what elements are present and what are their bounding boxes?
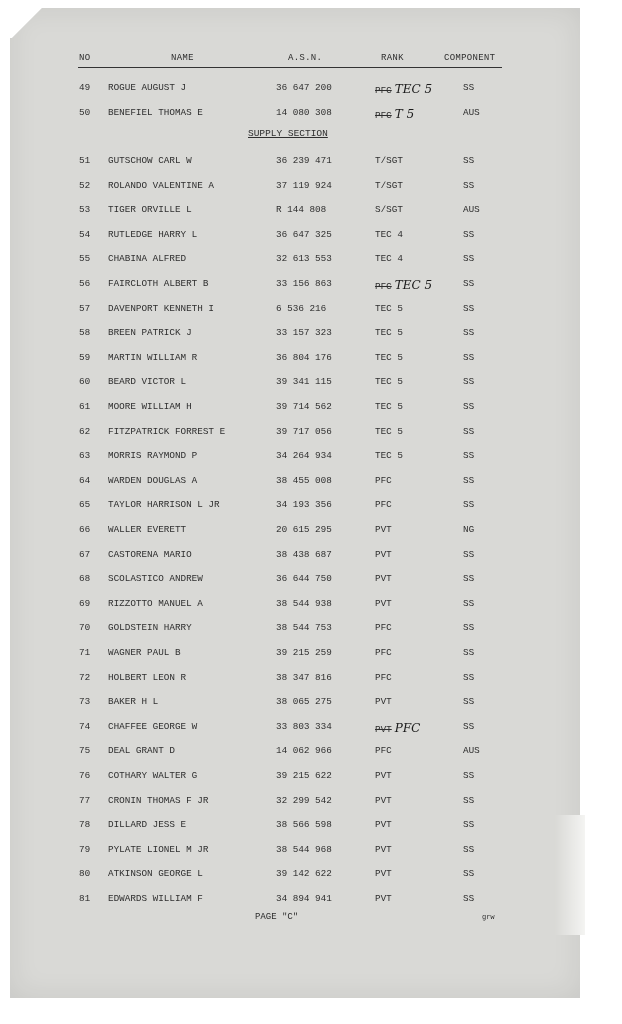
row-name: WARDEN DOUGLAS A bbox=[108, 474, 198, 486]
row-rank: PFC bbox=[375, 281, 392, 292]
roster-row bbox=[0, 107, 600, 123]
row-component: SS bbox=[463, 819, 475, 831]
row-number: 52 bbox=[79, 179, 91, 191]
row-number: 79 bbox=[79, 843, 91, 855]
row-asn: 38 438 687 bbox=[276, 548, 332, 560]
row-asn: 32 299 542 bbox=[276, 794, 332, 806]
row-number: 53 bbox=[79, 204, 91, 216]
roster-row bbox=[0, 573, 600, 589]
roster-row bbox=[0, 549, 600, 565]
row-rank: PVT bbox=[375, 696, 392, 708]
row-rank: TEC 5 bbox=[375, 401, 403, 412]
row-component: SS bbox=[463, 351, 475, 363]
row-name: EDWARDS WILLIAM F bbox=[108, 893, 203, 904]
row-name: RIZZOTTO MANUEL A bbox=[108, 597, 203, 609]
row-component: SS bbox=[463, 573, 475, 585]
row-rank: PFC bbox=[375, 671, 392, 683]
row-asn: 14 080 308 bbox=[276, 106, 332, 118]
row-number: 59 bbox=[79, 351, 91, 363]
row-asn: 39 215 622 bbox=[276, 770, 332, 781]
row-number: 63 bbox=[79, 450, 91, 462]
row-rank: TEC 4 bbox=[375, 228, 403, 240]
row-name: DILLARD JESS E bbox=[108, 819, 187, 831]
row-rank: PVT bbox=[375, 573, 392, 585]
row-component: SS bbox=[463, 597, 475, 609]
row-component: SS bbox=[463, 696, 475, 708]
row-component: SS bbox=[463, 770, 475, 781]
roster-row bbox=[0, 844, 600, 860]
row-number: 62 bbox=[79, 425, 91, 437]
row-name: FAIRCLOTH ALBERT B bbox=[108, 278, 209, 289]
row-name: WALLER EVERETT bbox=[108, 524, 187, 535]
row-name: BEARD VICTOR L bbox=[108, 376, 187, 388]
row-asn: 36 647 325 bbox=[276, 228, 332, 240]
row-component: SS bbox=[463, 843, 475, 855]
roster-row bbox=[0, 278, 600, 294]
row-handwritten-rank: TEC 5 bbox=[394, 278, 433, 292]
folded-corner bbox=[10, 8, 50, 38]
row-asn: 14 062 966 bbox=[276, 745, 332, 757]
row-rank: TEC 4 bbox=[375, 253, 403, 265]
row-component: SS bbox=[463, 401, 475, 412]
header-name: NAME bbox=[171, 53, 194, 63]
header-no: NO bbox=[79, 53, 91, 63]
row-name: MOORE WILLIAM H bbox=[108, 401, 192, 412]
row-name: CASTORENA MARIO bbox=[108, 548, 192, 560]
roster-row bbox=[0, 401, 600, 417]
roster-row bbox=[0, 868, 600, 884]
row-rank: TEC 5 bbox=[375, 302, 403, 314]
row-number: 51 bbox=[79, 155, 91, 166]
row-component: SS bbox=[463, 720, 475, 732]
row-rank-cell bbox=[375, 82, 432, 96]
row-asn: 39 215 259 bbox=[276, 647, 332, 658]
row-number: 50 bbox=[79, 106, 91, 118]
row-rank: PVT bbox=[375, 723, 392, 735]
row-asn: 36 644 750 bbox=[276, 573, 332, 585]
row-number: 55 bbox=[79, 253, 91, 265]
row-rank: T/SGT bbox=[375, 179, 403, 191]
row-component: SS bbox=[463, 450, 475, 462]
row-component: SS bbox=[463, 647, 475, 658]
row-component: SS bbox=[463, 868, 475, 880]
row-name: WAGNER PAUL B bbox=[108, 647, 181, 658]
row-number: 57 bbox=[79, 302, 91, 314]
row-asn: R 144 808 bbox=[276, 204, 327, 216]
row-name: CHAFFEE GEORGE W bbox=[108, 720, 198, 732]
row-asn: 39 142 622 bbox=[276, 868, 332, 880]
row-rank: TEC 5 bbox=[375, 450, 403, 462]
roster-row bbox=[0, 721, 600, 737]
row-asn: 32 613 553 bbox=[276, 253, 332, 265]
row-component: SS bbox=[463, 327, 475, 339]
row-rank-cell bbox=[375, 278, 432, 292]
row-number: 49 bbox=[79, 82, 91, 93]
row-number: 78 bbox=[79, 819, 91, 831]
row-rank: PVT bbox=[375, 868, 392, 880]
row-number: 71 bbox=[79, 647, 91, 658]
roster-row bbox=[0, 82, 600, 98]
roster-row bbox=[0, 622, 600, 638]
row-component: AUS bbox=[463, 204, 480, 216]
row-component: SS bbox=[463, 548, 475, 560]
section-title: SUPPLY SECTION bbox=[248, 128, 328, 139]
row-rank: PFC bbox=[375, 647, 392, 658]
row-name: BAKER H L bbox=[108, 696, 159, 708]
row-rank: T/SGT bbox=[375, 155, 403, 166]
row-component: SS bbox=[463, 671, 475, 683]
roster-row bbox=[0, 745, 600, 761]
row-rank: PVT bbox=[375, 819, 392, 831]
row-name: ROLANDO VALENTINE A bbox=[108, 179, 215, 191]
row-component: SS bbox=[463, 474, 475, 486]
row-name: ATKINSON GEORGE L bbox=[108, 868, 203, 880]
row-component: AUS bbox=[463, 106, 480, 118]
row-component: SS bbox=[463, 82, 475, 93]
row-rank: PVT bbox=[375, 843, 392, 855]
row-number: 65 bbox=[79, 499, 91, 511]
row-number: 54 bbox=[79, 228, 91, 240]
row-name: ROGUE AUGUST J bbox=[108, 82, 187, 93]
row-component: NG bbox=[463, 524, 475, 535]
row-number: 72 bbox=[79, 671, 91, 683]
row-name: COTHARY WALTER G bbox=[108, 770, 198, 781]
row-asn: 39 717 056 bbox=[276, 425, 332, 437]
row-asn: 20 615 295 bbox=[276, 524, 332, 535]
row-name: MARTIN WILLIAM R bbox=[108, 351, 198, 363]
row-name: MORRIS RAYMOND P bbox=[108, 450, 198, 462]
row-number: 70 bbox=[79, 622, 91, 634]
roster-row bbox=[0, 376, 600, 392]
row-asn: 34 193 356 bbox=[276, 499, 332, 511]
row-component: SS bbox=[463, 155, 475, 166]
row-component: SS bbox=[463, 425, 475, 437]
row-number: 80 bbox=[79, 868, 91, 880]
row-asn: 36 239 471 bbox=[276, 155, 332, 166]
roster-row bbox=[0, 893, 600, 909]
roster-row bbox=[0, 180, 600, 196]
row-number: 64 bbox=[79, 474, 91, 486]
roster-row bbox=[0, 672, 600, 688]
row-asn: 38 544 968 bbox=[276, 843, 332, 855]
row-component: SS bbox=[463, 376, 475, 388]
row-asn: 34 264 934 bbox=[276, 450, 332, 462]
row-rank: TEC 5 bbox=[375, 425, 403, 437]
row-name: HOLBERT LEON R bbox=[108, 671, 187, 683]
row-rank: TEC 5 bbox=[375, 327, 403, 339]
roster-row bbox=[0, 352, 600, 368]
row-number: 75 bbox=[79, 745, 91, 757]
row-rank: PFC bbox=[375, 109, 392, 121]
typist-initials: grw bbox=[482, 914, 495, 922]
row-asn: 33 157 323 bbox=[276, 327, 332, 339]
row-asn: 38 065 275 bbox=[276, 696, 332, 708]
row-number: 81 bbox=[79, 893, 91, 904]
row-number: 66 bbox=[79, 524, 91, 535]
roster-row bbox=[0, 204, 600, 220]
row-component: SS bbox=[463, 622, 475, 634]
row-name: DAVENPORT KENNETH I bbox=[108, 302, 215, 314]
row-number: 67 bbox=[79, 548, 91, 560]
row-handwritten-rank: T 5 bbox=[394, 106, 415, 121]
page-footer: PAGE "C" bbox=[255, 912, 299, 922]
row-component: AUS bbox=[463, 745, 480, 757]
roster-row bbox=[0, 229, 600, 245]
row-name: DEAL GRANT D bbox=[108, 745, 175, 757]
row-rank: PVT bbox=[375, 524, 392, 535]
roster-row bbox=[0, 770, 600, 786]
row-asn: 6 536 216 bbox=[276, 302, 327, 314]
roster-row bbox=[0, 499, 600, 515]
header-asn: A.S.N. bbox=[288, 53, 323, 63]
row-rank: PFC bbox=[375, 745, 392, 757]
roster-row bbox=[0, 795, 600, 811]
row-rank: S/SGT bbox=[375, 204, 403, 216]
row-rank-cell bbox=[375, 107, 414, 121]
row-number: 74 bbox=[79, 720, 91, 732]
roster-row bbox=[0, 327, 600, 343]
row-number: 73 bbox=[79, 696, 91, 708]
row-asn: 38 347 816 bbox=[276, 671, 332, 683]
row-rank: PFC bbox=[375, 474, 392, 486]
roster-row bbox=[0, 426, 600, 442]
row-number: 77 bbox=[79, 794, 91, 806]
row-name: BENEFIEL THOMAS E bbox=[108, 106, 203, 118]
row-number: 76 bbox=[79, 770, 91, 781]
row-rank: PVT bbox=[375, 770, 392, 781]
roster-row bbox=[0, 253, 600, 269]
row-name: SCOLASTICO ANDREW bbox=[108, 573, 203, 585]
row-name: GUTSCHOW CARL W bbox=[108, 155, 192, 166]
roster-row bbox=[0, 524, 600, 540]
column-header-row bbox=[78, 53, 502, 68]
row-rank: PFC bbox=[375, 622, 392, 634]
roster-row bbox=[0, 696, 600, 712]
roster-row bbox=[0, 647, 600, 663]
roster-row bbox=[0, 450, 600, 466]
row-asn: 34 894 941 bbox=[276, 893, 332, 904]
row-number: 69 bbox=[79, 597, 91, 609]
row-name: TIGER ORVILLE L bbox=[108, 204, 192, 216]
row-name: BREEN PATRICK J bbox=[108, 327, 192, 339]
row-number: 60 bbox=[79, 376, 91, 388]
row-asn: 38 544 753 bbox=[276, 622, 332, 634]
row-asn: 39 341 115 bbox=[276, 376, 332, 388]
header-component: COMPONENT bbox=[444, 53, 496, 63]
row-asn: 38 566 598 bbox=[276, 819, 332, 831]
row-name: CHABINA ALFRED bbox=[108, 253, 187, 265]
row-asn: 38 544 938 bbox=[276, 597, 332, 609]
row-asn: 37 119 924 bbox=[276, 179, 332, 191]
row-number: 68 bbox=[79, 573, 91, 585]
roster-row bbox=[0, 598, 600, 614]
row-asn: 36 647 200 bbox=[276, 82, 332, 93]
row-component: SS bbox=[463, 278, 475, 289]
row-component: SS bbox=[463, 499, 475, 511]
row-handwritten-rank: TEC 5 bbox=[394, 82, 433, 96]
row-number: 58 bbox=[79, 327, 91, 339]
row-asn: 33 803 334 bbox=[276, 720, 332, 732]
row-component: SS bbox=[463, 253, 475, 265]
header-rank: RANK bbox=[381, 53, 404, 63]
row-name: RUTLEDGE HARRY L bbox=[108, 228, 198, 240]
row-component: SS bbox=[463, 302, 475, 314]
row-rank: PVT bbox=[375, 794, 392, 806]
row-rank: PVT bbox=[375, 548, 392, 560]
row-name: PYLATE LIONEL M JR bbox=[108, 843, 209, 855]
row-rank: TEC 5 bbox=[375, 351, 403, 363]
row-asn: 39 714 562 bbox=[276, 401, 332, 412]
row-asn: 36 804 176 bbox=[276, 351, 332, 363]
row-asn: 33 156 863 bbox=[276, 278, 332, 289]
roster-row bbox=[0, 819, 600, 835]
row-rank-cell bbox=[375, 721, 420, 735]
roster-row bbox=[0, 155, 600, 171]
row-rank: TEC 5 bbox=[375, 376, 403, 388]
row-rank: PVT bbox=[375, 597, 392, 609]
roster-row bbox=[0, 475, 600, 491]
row-component: SS bbox=[463, 179, 475, 191]
row-rank: PFC bbox=[375, 499, 392, 511]
row-component: SS bbox=[463, 228, 475, 240]
row-rank: PVT bbox=[375, 893, 392, 904]
roster-row bbox=[0, 303, 600, 319]
row-name: CRONIN THOMAS F JR bbox=[108, 794, 209, 806]
row-component: SS bbox=[463, 893, 475, 904]
row-name: FITZPATRICK FORREST E bbox=[108, 425, 226, 437]
row-handwritten-rank: PFC bbox=[394, 720, 421, 735]
row-number: 61 bbox=[79, 401, 91, 412]
row-asn: 38 455 008 bbox=[276, 474, 332, 486]
row-name: GOLDSTEIN HARRY bbox=[108, 622, 192, 634]
row-name: TAYLOR HARRISON L JR bbox=[108, 499, 220, 511]
row-number: 56 bbox=[79, 278, 91, 289]
row-component: SS bbox=[463, 794, 475, 806]
row-rank: PFC bbox=[375, 85, 392, 96]
